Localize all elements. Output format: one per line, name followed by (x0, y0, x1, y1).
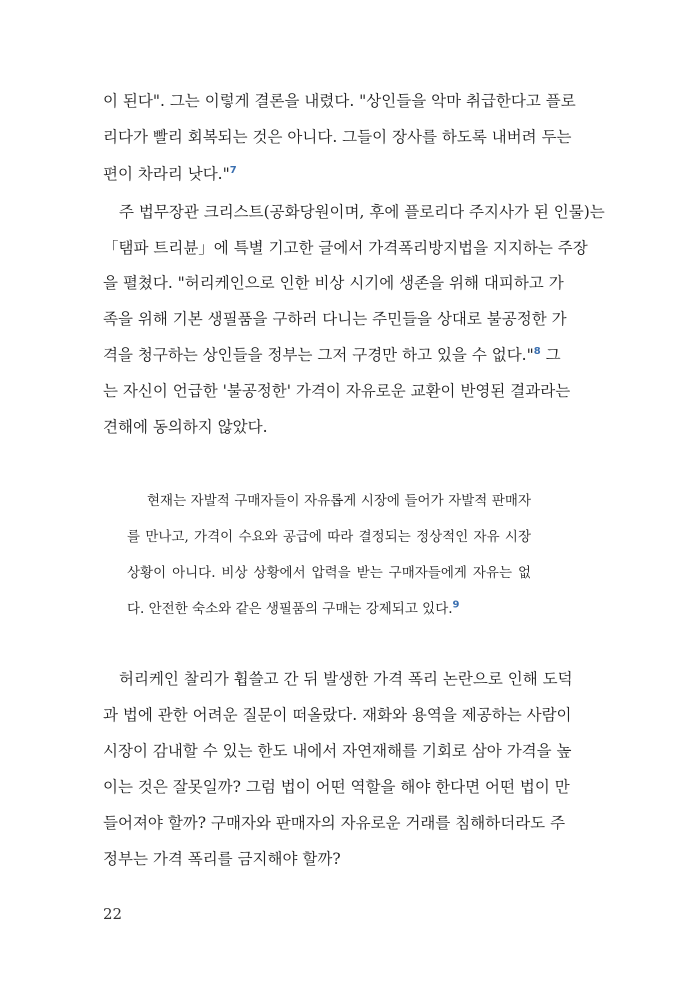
quote-line (127, 599, 531, 619)
line-text: 들어져야 할까? 구매자와 판매자의 자유로운 거래를 침해하더라도 주 (103, 814, 566, 832)
quote-line (127, 491, 531, 511)
body-line (103, 417, 557, 453)
line-text-tail: 그 (540, 346, 561, 364)
body-line (103, 273, 564, 309)
quote-text: 상황이 아니다. 비상 상황에서 압력을 받는 구매자들에게 자유는 없 (127, 565, 531, 581)
body-line (103, 127, 572, 163)
footnote-marker: 7 (229, 164, 237, 176)
body-line (103, 813, 566, 849)
quote-line (127, 563, 531, 583)
line-text: 격을 청구하는 상인들을 정부는 그저 구경만 하고 있을 수 없다." (103, 346, 534, 364)
page-number: 22 (103, 905, 123, 923)
body-line (103, 202, 605, 238)
body-line (103, 669, 573, 705)
footnote-marker: 9 (452, 599, 460, 611)
quote-text: 현재는 자발적 구매자들이 자유롭게 시장에 들어가 자발적 판매자 (147, 493, 531, 509)
line-text: 정부는 가격 폭리를 금지해야 할까? (103, 850, 341, 868)
line-text: 이 된다". 그는 이렇게 결론을 내렸다. "상인들을 악마 취급한다고 플로 (103, 92, 576, 110)
line-text: 허리케인 찰리가 휩쓸고 간 뒤 발생한 가격 폭리 논란으로 인해 도덕 (119, 670, 573, 688)
body-line (103, 741, 572, 777)
body-line (103, 91, 576, 127)
line-text: 편이 차라리 낫다." (103, 165, 230, 183)
footnote-marker: 8 (533, 345, 541, 357)
line-text: 과 법에 관한 어려운 질문이 떠올랐다. 재화와 용역을 제공하는 사람이 (103, 706, 572, 724)
body-line (103, 238, 588, 274)
quote-text: 를 만나고, 가격이 수요와 공급에 따라 결정되는 정상적인 자유 시장 (127, 529, 531, 545)
body-line (103, 381, 571, 417)
line-text: 견해에 동의하지 않았다. (103, 418, 268, 436)
quote-text: 다. 안전한 숙소와 같은 생필품의 구매는 강제되고 있다. (127, 601, 453, 617)
line-text: 을 펼쳤다. "허리케인으로 인한 비상 시기에 생존을 위해 대피하고 가 (103, 274, 564, 292)
line-text: 주 법무장관 크리스트(공화당원이며, 후에 플로리다 주지사가 된 인물)는 (119, 203, 605, 221)
line-text: 리다가 빨리 회복되는 것은 아니다. 그들이 장사를 하도록 내버려 두는 (103, 128, 572, 146)
body-line (103, 777, 570, 813)
line-text: 이는 것은 잘못일까? 그럼 법이 어떤 역할을 해야 한다면 어떤 법이 만 (103, 778, 570, 796)
body-line (103, 705, 572, 741)
body-line (103, 849, 557, 885)
line-text: 족을 위해 기본 생필품을 구하러 다니는 주민들을 상대로 불공정한 가 (103, 310, 567, 328)
body-line (103, 164, 557, 200)
body-line (103, 345, 561, 381)
body-line (103, 309, 567, 345)
line-text: 시장이 감내할 수 있는 한도 내에서 자연재해를 기회로 삼아 가격을 높 (103, 742, 572, 760)
quote-line (127, 527, 531, 547)
line-text: 「탬파 트리뷴」에 특별 기고한 글에서 가격폭리방지법을 지지하는 주장 (103, 239, 588, 257)
line-text: 는 자신이 언급한 '불공정한' 가격이 자유로운 교환이 반영된 결과라는 (103, 382, 571, 400)
